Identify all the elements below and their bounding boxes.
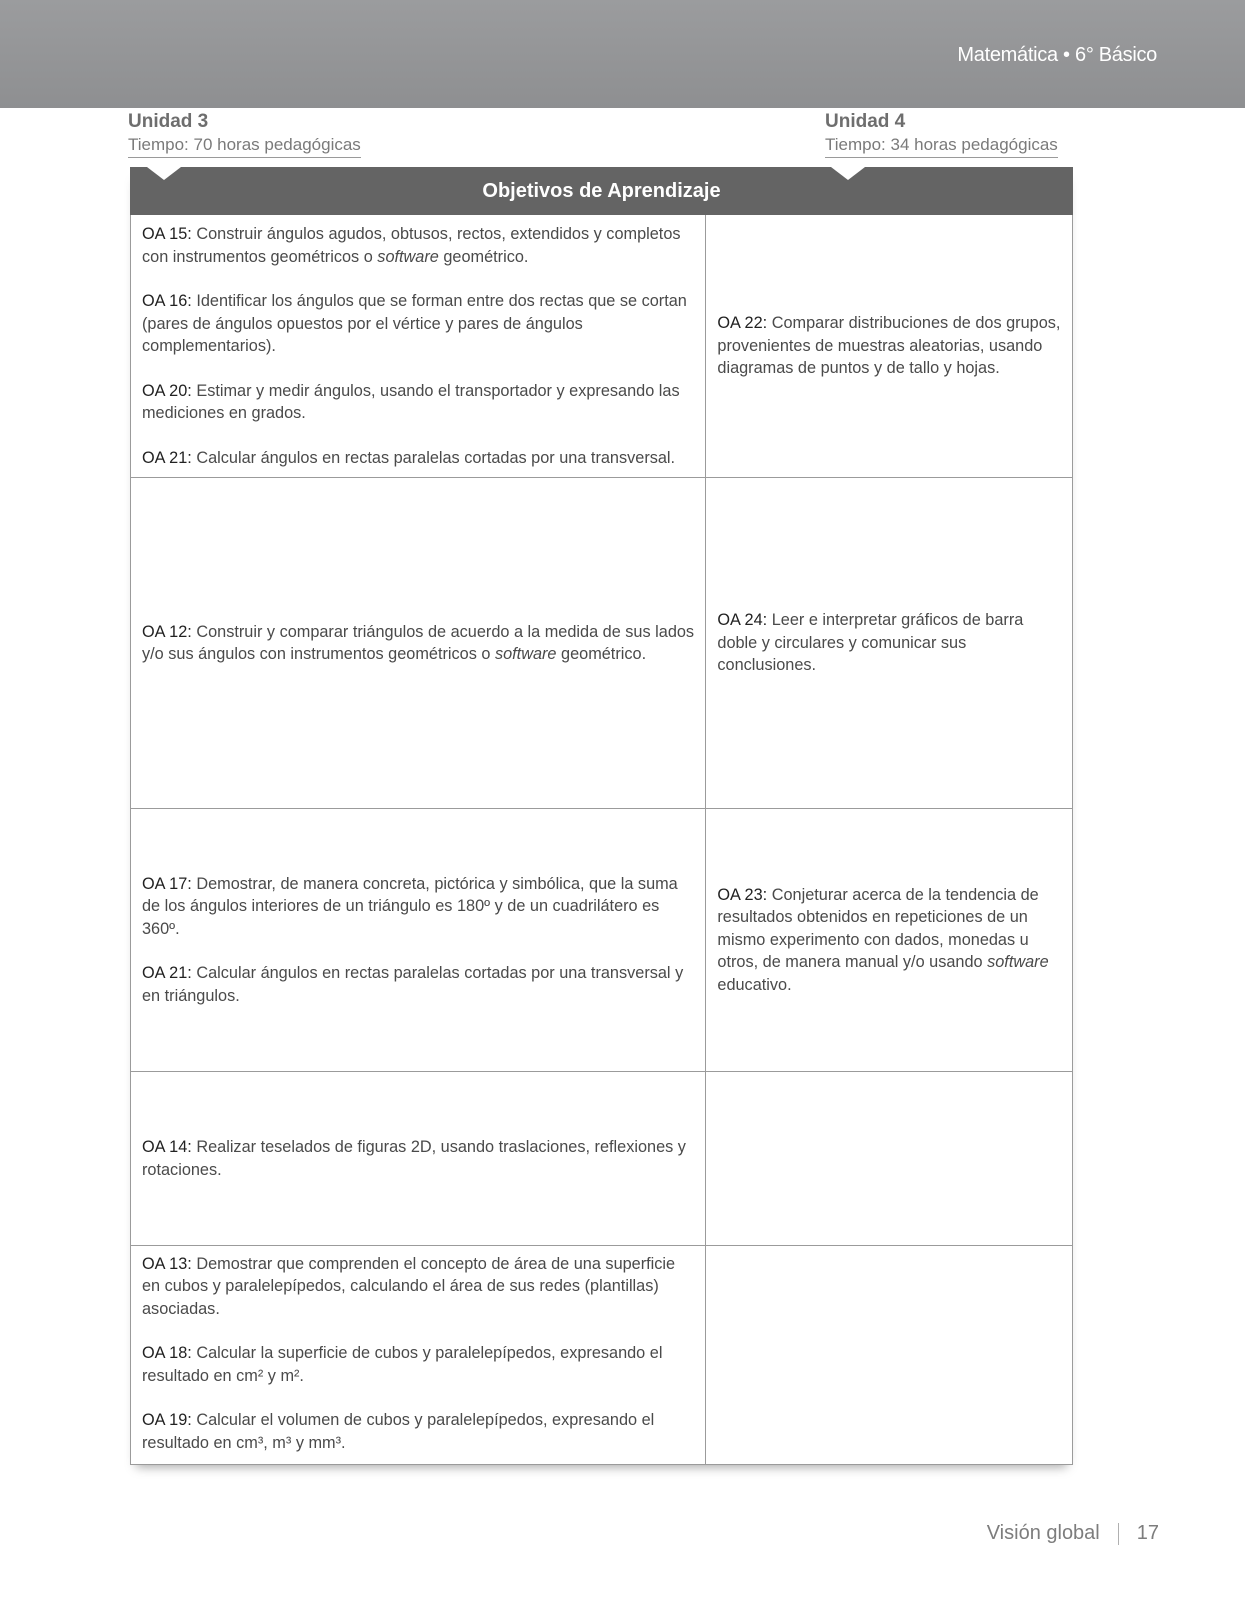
unit-3-cell (131, 215, 706, 477)
objective-text: Realizar teselados de figuras 2D, usando traslaciones, reflexiones y rotaciones. (142, 1138, 686, 1179)
objective-text: Estimar y medir ángulos, usando el transportador y expresando las mediciones en grados. (142, 381, 680, 422)
objective-text: Comparar distribuciones de dos grupos, provenientes de muestras aleatorias, usando diagramas de puntos y de tallo y hojas. (717, 314, 1061, 378)
objective-code: OA 21: (142, 964, 192, 983)
learning-objective (142, 290, 694, 358)
objective-italic: software (494, 645, 557, 663)
unit-time: Tiempo: 70 horas pedagógicas (128, 134, 361, 158)
objective-code: OA 12: (142, 622, 192, 641)
learning-objective (142, 873, 694, 941)
learning-objective (142, 962, 694, 1007)
objective-text-end: educativo. (717, 975, 792, 994)
learning-objective (142, 380, 694, 425)
learning-objective (717, 884, 1061, 997)
objective-text: Identificar los ángulos que se forman entre dos rectas que se cortan (pares de ángulos opuestos por el vértice y pares de ángulos complementarios). (142, 292, 687, 355)
header-band (0, 0, 1245, 108)
objective-code: OA 24: (717, 611, 768, 630)
unit-4-cell (706, 1246, 1073, 1464)
table-row (130, 478, 1073, 809)
learning-objective (142, 1136, 694, 1181)
footer-section: Visión global (986, 1522, 1100, 1544)
objective-code: OA 20: (142, 381, 192, 400)
objective-text: Calcular la superficie de cubos y paralelepípedos, expresando el resultado en cm² y m². (142, 1344, 663, 1385)
unit-4-cell (706, 809, 1073, 1071)
unit-3-cell (131, 478, 706, 808)
objective-code: OA 16: (142, 292, 192, 310)
unit-4-cell (706, 1072, 1073, 1245)
table-row (130, 1246, 1073, 1465)
objective-code: OA 23: (717, 885, 768, 904)
learning-objective (142, 621, 694, 666)
unit-name: Unidad 4 (825, 111, 906, 132)
table-row (130, 809, 1073, 1072)
objective-text: Calcular el volumen de cubos y paralelepípedos, expresando el resultado en cm³, m³ y mm³. (142, 1411, 655, 1452)
objective-code: OA 19: (142, 1411, 192, 1430)
objective-code: OA 13: (142, 1254, 192, 1273)
objective-text: Calcular ángulos en rectas paralelas cortadas por una transversal. (196, 448, 676, 467)
table-header (130, 167, 1073, 215)
objective-text-end: geométrico. (556, 645, 647, 663)
objective-text: Construir ángulos agudos, obtusos, rectos, extendidos y completos con instrumentos geométricos o (142, 225, 681, 266)
objective-code: OA 22: (717, 314, 768, 333)
unit-3-heading (128, 110, 361, 158)
objective-text: Calcular ángulos en rectas paralelas cortadas por una transversal y en triángulos. (142, 964, 684, 1005)
notch-marker (147, 167, 181, 180)
learning-objective (142, 1253, 694, 1321)
objective-text: Demostrar, de manera concreta, pictórica y simbólica, que la suma de los ángulos interiores de un triángulo es 180º y de un cuadrilátero es 360º. (142, 874, 678, 938)
page-number: 17 (1136, 1522, 1159, 1544)
objective-text: Demostrar que comprenden el concepto de área de una superficie en cubos y paralelepípedos, calculando el área de sus redes (plantillas) asociadas. (142, 1254, 676, 1318)
unit-3-cell (131, 1246, 706, 1464)
objective-text: Conjeturar acerca de la tendencia de resultados obtenidos en repeticiones de un mismo experimento con dados, monedas u otros, de manera manual y/o usando (717, 885, 1039, 972)
learning-objective (142, 1409, 694, 1454)
objective-code: OA 17: (142, 874, 192, 893)
unit-4-heading (825, 110, 1058, 158)
unit-4-cell (706, 215, 1073, 477)
objective-code: OA 21: (142, 448, 192, 467)
unit-4-cell (706, 478, 1073, 808)
learning-objective (142, 1342, 694, 1387)
objective-italic: software (377, 247, 439, 266)
unit-name: Unidad 3 (128, 111, 209, 132)
unit-3-cell (131, 809, 706, 1071)
objectives-table (130, 167, 1073, 1465)
table-title: Objetivos de Aprendizaje (482, 179, 721, 202)
objective-code: OA 14: (142, 1138, 192, 1156)
objective-code: OA 15: (142, 225, 192, 243)
table-body (130, 215, 1073, 1465)
learning-objective (717, 312, 1061, 380)
unit-time: Tiempo: 34 horas pedagógicas (825, 134, 1058, 158)
table-row (130, 215, 1073, 478)
objective-text: Leer e interpretar gráficos de barra doble y circulares y comunicar sus conclusiones. (717, 611, 1024, 675)
page-footer (987, 1522, 1159, 1545)
learning-objective (142, 223, 694, 268)
objective-italic: software (987, 953, 1049, 972)
objective-text-end: geométrico. (438, 247, 529, 266)
unit-3-cell (131, 1072, 706, 1245)
learning-objective (717, 609, 1061, 677)
table-row (130, 1072, 1073, 1246)
objective-code: OA 18: (142, 1344, 192, 1363)
course-title: Matemática • 6° Básico (957, 44, 1157, 66)
notch-marker (831, 167, 865, 180)
footer-divider (1118, 1523, 1119, 1545)
objective-text: Construir y comparar triángulos de acuerdo a la medida de sus lados y/o sus ángulos con instrumentos geométricos o (142, 622, 695, 663)
learning-objective (142, 447, 694, 470)
